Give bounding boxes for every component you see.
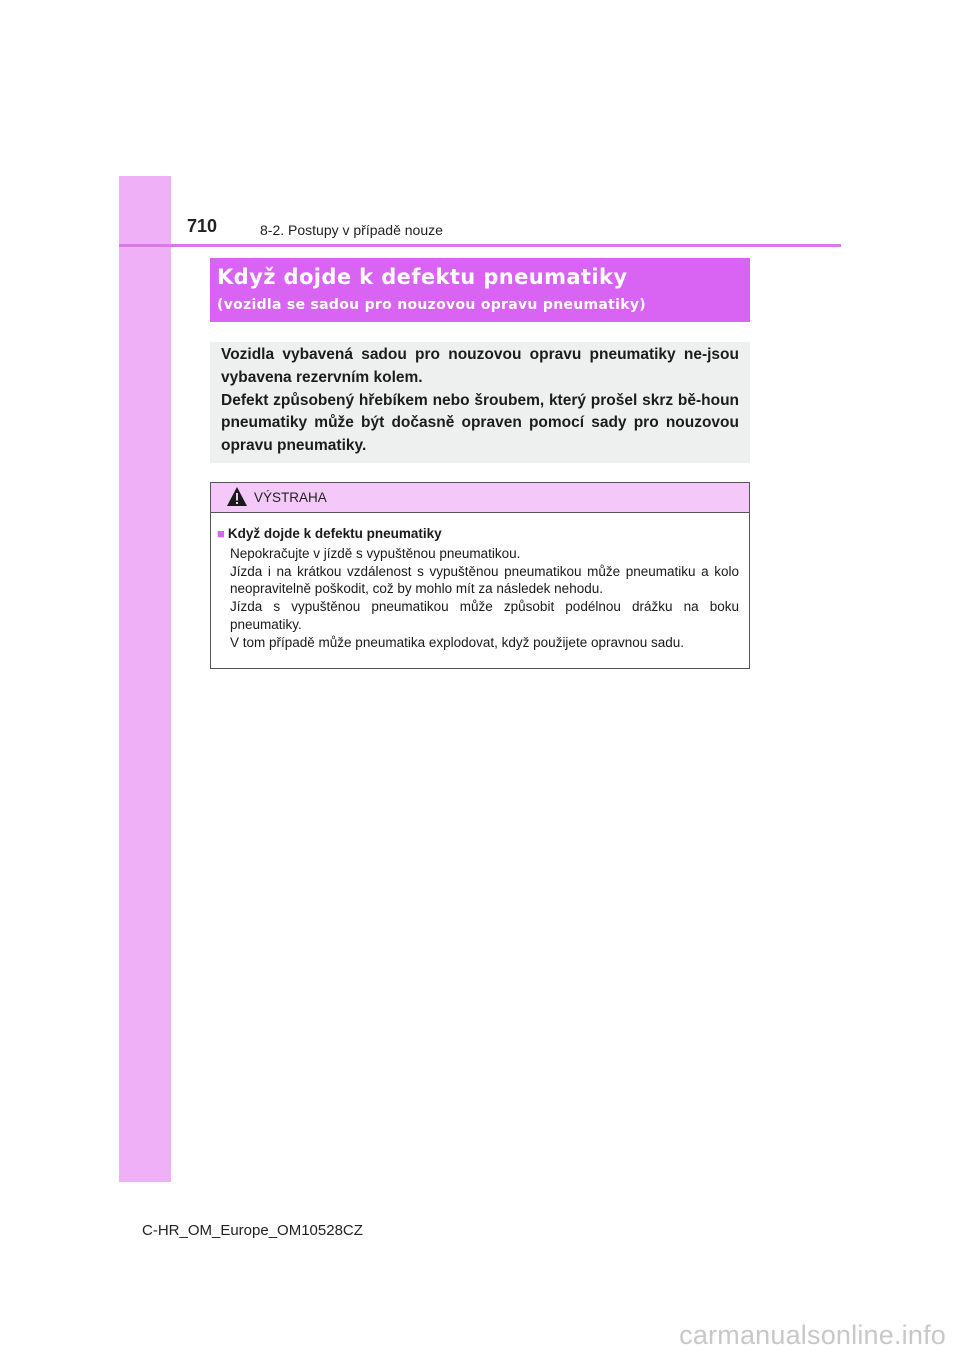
warning-content	[211, 513, 749, 651]
chapter-sidebar-tab	[119, 176, 171, 1182]
warning-paragraph: V tom případě může pneumatika explodovat, když použijete opravnou sadu.	[230, 634, 685, 650]
warning-box	[210, 482, 750, 669]
warning-item-heading	[217, 525, 739, 543]
section-breadcrumb: 8-2. Postupy v případě nouze	[260, 222, 443, 238]
document-code: C-HR_OM_Europe_OM10528CZ	[142, 1222, 363, 1239]
title-banner	[210, 258, 750, 322]
header-divider	[119, 244, 841, 247]
page-subtitle: (vozidla se sadou pro nouzovou opravu pneumatiky)	[217, 297, 646, 313]
intro-paragraph: Vozidla vybavená sadou pro nouzovou opravu pneumatiky ne-jsou vybavena rezervním kolem.	[221, 346, 739, 386]
page-title: Když dojde k defektu pneumatiky	[217, 265, 628, 289]
warning-triangle-icon	[226, 486, 248, 508]
warning-paragraph: Jízda s vypuštěnou pneumatikou může způsobit podélnou drážku na boku pneumatiky.	[230, 599, 739, 632]
warning-header	[211, 483, 749, 513]
intro-box	[210, 342, 750, 463]
intro-paragraph: Defekt způsobený hřebíkem nebo šroubem, který prošel skrz bě-houn pneumatiky může být dočasně opraven pomocí sady pro nouzovou opravu pneumatiky.	[221, 391, 739, 455]
warning-label: VÝSTRAHA	[254, 490, 327, 505]
square-bullet-icon: ■	[217, 526, 225, 541]
watermark: carmanualsonline.info	[679, 1320, 946, 1350]
warning-paragraph: Jízda i na krátkou vzdálenost s vypuštěnou pneumatikou může pneumatiku a kolo neopravitelně poškodit, což by mohlo mít za následek nehodu.	[230, 563, 739, 597]
page-number: 710	[187, 216, 218, 236]
warning-paragraph: Nepokračujte v jízdě s vypuštěnou pneumatikou.	[230, 546, 521, 561]
warning-heading-text: Když dojde k defektu pneumatiky	[227, 526, 442, 541]
